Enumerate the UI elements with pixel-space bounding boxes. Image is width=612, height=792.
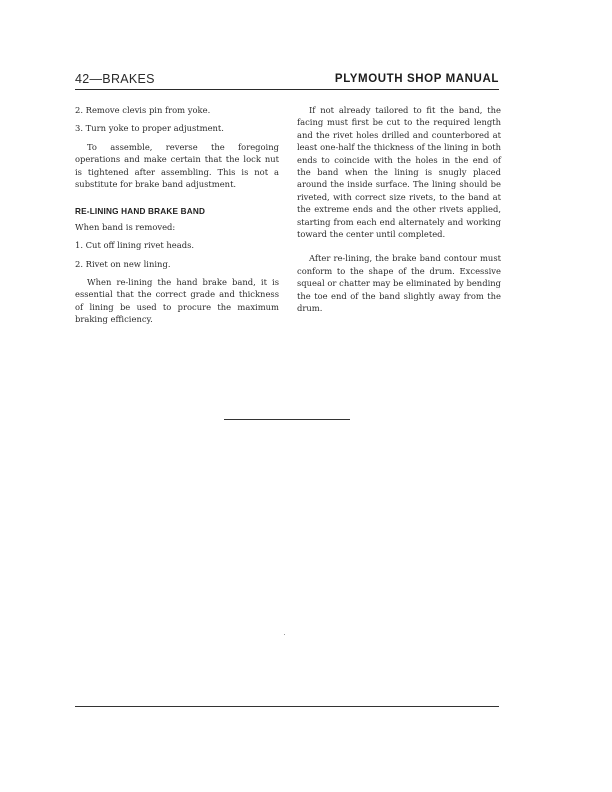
- footer-rule: [75, 706, 499, 707]
- assemble-paragraph: To assemble, reverse the foregoing operations and make certain that the lock nut is tightened after assembling. This is not a substitute for brake band adjustment.: [75, 141, 279, 190]
- relining-step-2: 2. Rivet on new lining.: [75, 258, 171, 269]
- header-rule: [75, 89, 499, 90]
- page-label: 42—BRAKES: [75, 72, 155, 86]
- left-column: [75, 104, 279, 332]
- step-3: 3. Turn yoke to proper adjustment.: [75, 123, 224, 134]
- relining-step-1: 1. Cut off lining rivet heads.: [75, 240, 195, 251]
- manual-title: PLYMOUTH SHOP MANUAL: [334, 73, 499, 85]
- after-relining-paragraph: After re-lining, the brake band contour must conform to the shape of the drum. Excessive squeal or chatter may be eliminated by bending the toe end of the band slightly away from the drum.: [297, 253, 501, 314]
- step-2: 2. Remove clevis pin from yoke.: [75, 105, 211, 115]
- right-column: [297, 104, 501, 321]
- section-heading: RE-LINING HAND BRAKE BAND: [75, 207, 206, 217]
- facing-paragraph: If not already tailored to fit the band, the facing must first be cut to the required length and the rivet holes drilled and counterbored at least one-half the thickness of the lining in both ends to coincide with the holes in the end of the band when the lining is snugly placed around the inside surface. The lining should be riveted, with correct size rivets, to the band at the extreme ends and the other rivets applied, starting from each end alternately and working toward the center until completed.: [297, 105, 501, 240]
- section-end-rule: [224, 419, 350, 420]
- relining-paragraph: When re-lining the hand brake band, it is essential that the correct grade and thickness of lining be used to procure the maximum braking efficiency.: [75, 277, 279, 325]
- section-intro: When band is removed:: [75, 221, 176, 232]
- scan-speck: [284, 634, 285, 635]
